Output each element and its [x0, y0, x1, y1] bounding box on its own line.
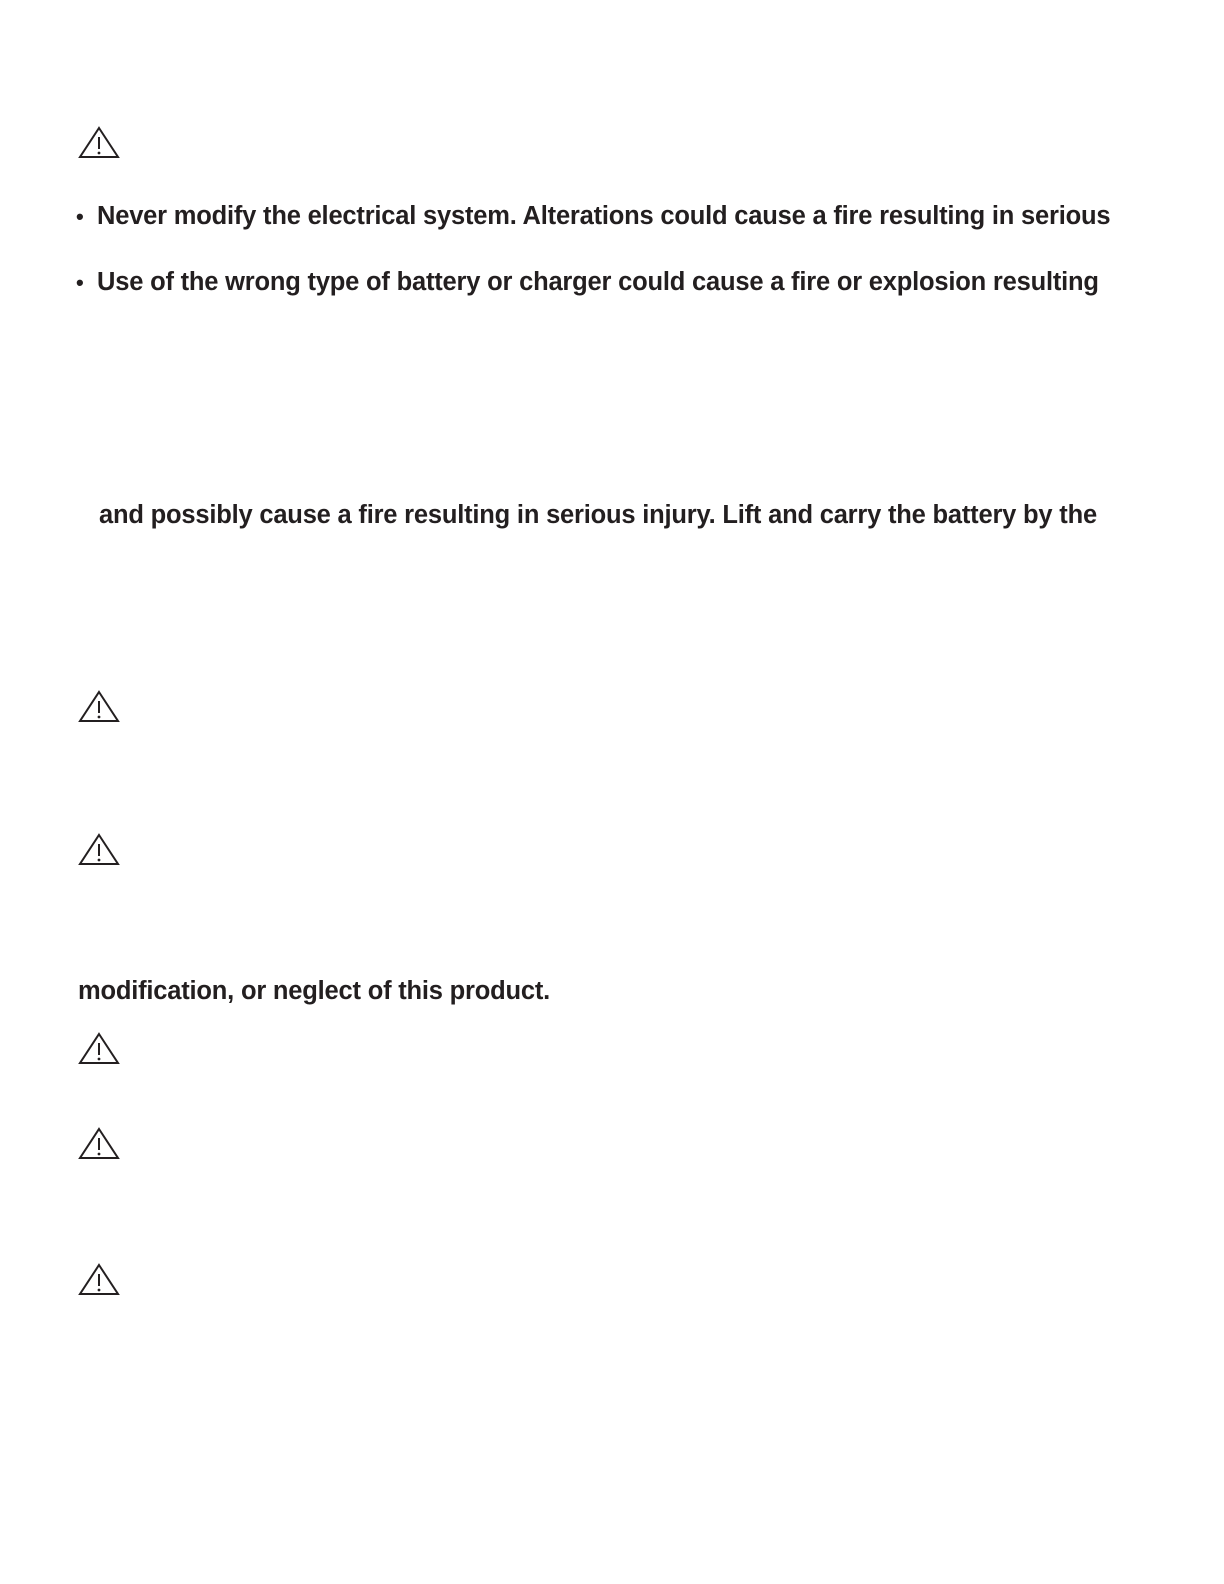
bullet-text-electrical-system: Never modify the electrical system. Alterations could cause a fire resulting in serious [97, 202, 1111, 230]
bullet-text-wrong-battery: Use of the wrong type of battery or charger could cause a fire or explosion resulting [97, 268, 1099, 296]
text-modification-neglect: modification, or neglect of this product. [78, 977, 551, 1005]
bullet-marker: • [76, 204, 84, 229]
text-battery-lift: and possibly cause a fire resulting in serious injury. Lift and carry the battery by the [99, 501, 1097, 529]
warning-icon [78, 1032, 120, 1066]
bullet-marker: • [76, 270, 84, 295]
warning-icon [78, 126, 120, 160]
warning-icon [78, 833, 120, 867]
warning-icon [78, 690, 120, 724]
warning-icon [78, 1127, 120, 1161]
warning-icon [78, 1263, 120, 1297]
